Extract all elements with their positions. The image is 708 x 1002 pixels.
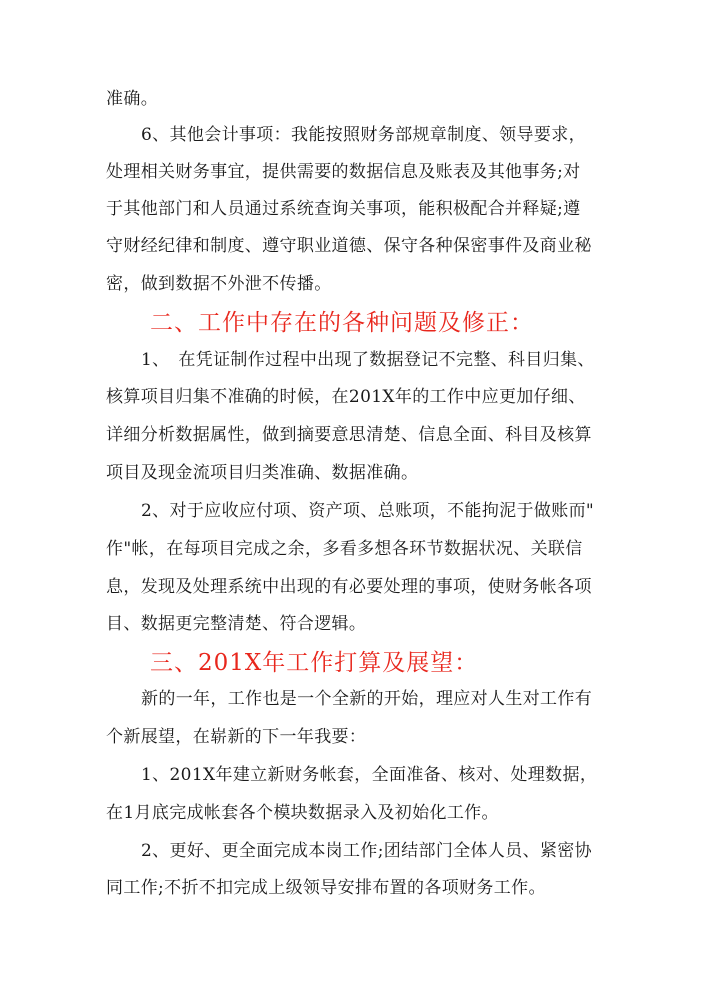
paragraph-line: 在1月底完成帐套各个模块数据录入及初始化工作。: [106, 803, 499, 823]
paragraph-line: 于其他部门和人员通过系统查询关事项，能积极配合并释疑;遵: [106, 199, 581, 219]
paragraph-line: 目、数据更完整清楚、符合逻辑。: [106, 614, 367, 634]
paragraph-line: 1、 在凭证制作过程中出现了数据登记不完整、科目归集、: [141, 350, 595, 370]
paragraph-line: 详细分析数据属性，做到摘要意思清楚、信息全面、科目及核算: [106, 425, 592, 445]
paragraph-line: 1、201X年建立新财务帐套，全面准备、核对、处理数据，: [141, 765, 598, 785]
paragraph-line: 处理相关财务事宜，提供需要的数据信息及账表及其他事务;对: [106, 162, 581, 182]
paragraph-line: 核算项目归集不准确的时候，在201X年的工作中应更加仔细、: [106, 387, 586, 407]
section-heading: 二、工作中存在的各种问题及修正：: [150, 310, 534, 336]
section-heading: 三、201X年工作打算及展望：: [150, 650, 479, 676]
paragraph-line: 项目及现金流项目归类准确、数据准确。: [106, 463, 419, 483]
paragraph-line: 守财经纪律和制度、遵守职业道德、保守各种保密事件及商业秘: [106, 236, 592, 256]
paragraph-line: 2、更好、更全面完成本岗工作;团结部门全体人员、紧密协: [141, 841, 592, 861]
paragraph-line: 准确。: [106, 89, 159, 109]
paragraph-line: 个新展望，在崭新的下一年我要：: [106, 727, 367, 747]
paragraph-line: 同工作;不折不扣完成上级领导安排布置的各项财务工作。: [106, 878, 546, 898]
paragraph-line: 息，发现及处理系统中出现的有必要处理的事项，使财务帐各项: [106, 577, 592, 597]
paragraph-line: 密，做到数据不外泄不传播。: [106, 274, 332, 294]
paragraph-line: 2、对于应收应付项、资产项、总账项，不能拘泥于做账而": [141, 501, 595, 521]
paragraph-line: 作"帐，在每项目完成之余，多看多想各环节数据状况、关联信: [106, 539, 583, 559]
paragraph-line: 新的一年，工作也是一个全新的开始，理应对人生对工作有: [141, 689, 593, 709]
paragraph-line: 6、其他会计事项：我能按照财务部规章制度、领导要求，: [141, 125, 586, 145]
